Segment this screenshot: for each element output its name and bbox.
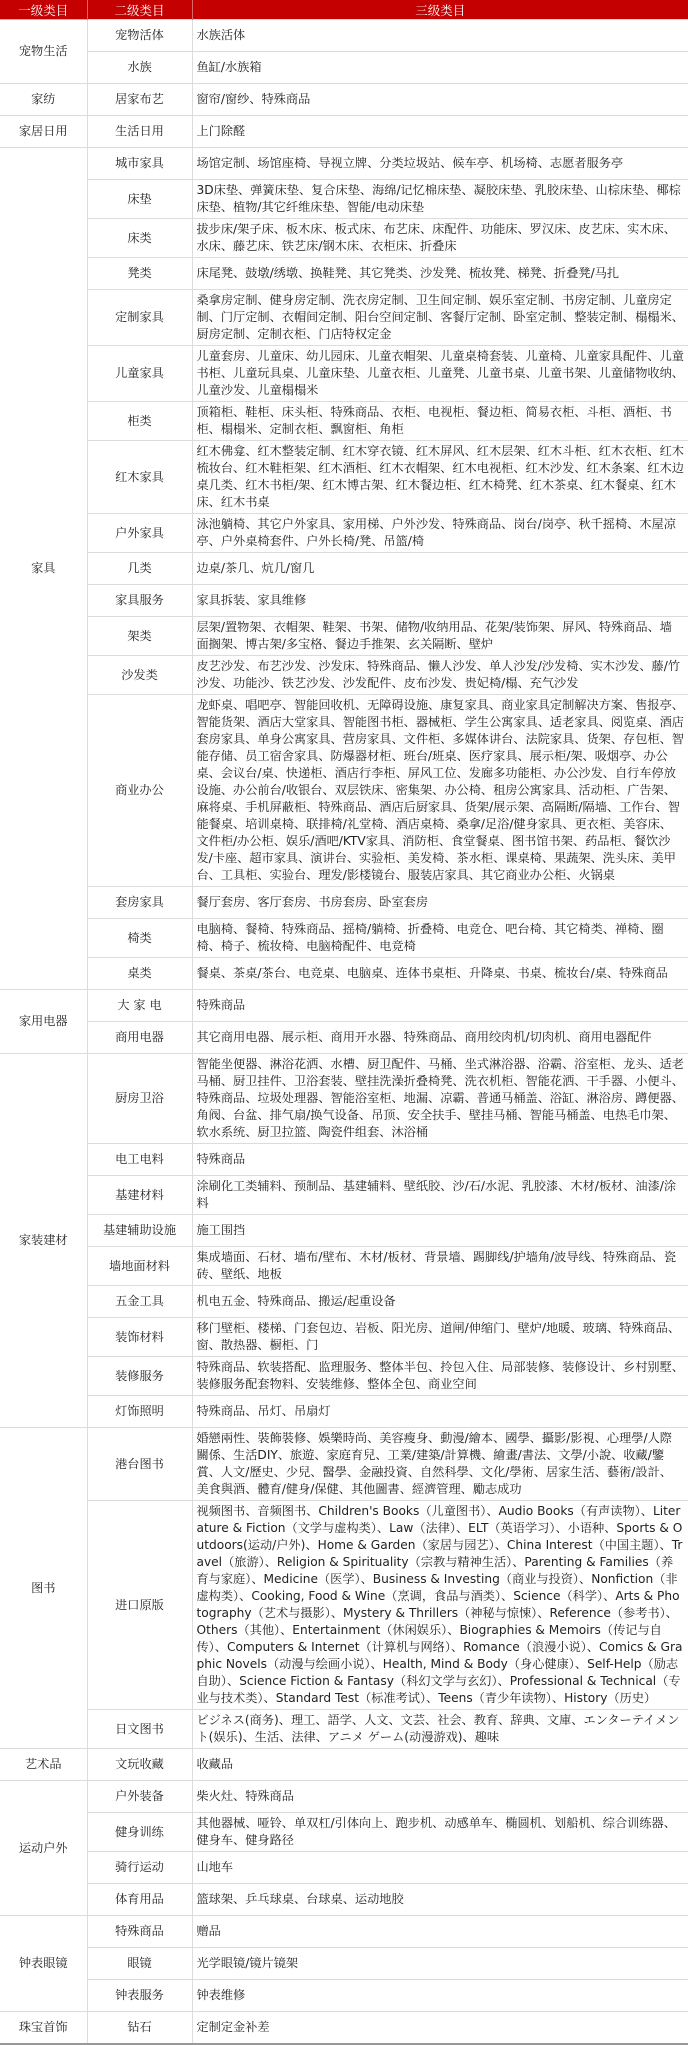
table-row — [0, 2012, 688, 2045]
level2-category: 文玩收藏 — [87, 1749, 192, 1781]
level3-categories: 边桌/茶几、炕几/窗几 — [192, 553, 688, 585]
table-body — [0, 20, 688, 2045]
level3-categories: 其它商用电器、展示柜、商用开水器、特殊商品、商用绞肉机/切肉机、商用电器配件 — [192, 1022, 688, 1054]
level1-category: 宠物生活 — [0, 20, 87, 84]
table-row — [0, 84, 688, 116]
level2-category: 钻石 — [87, 2012, 192, 2045]
level2-category: 居家布艺 — [87, 84, 192, 116]
level2-category: 桌类 — [87, 958, 192, 990]
level3-categories: 钟表维修 — [192, 1980, 688, 2012]
level3-categories: 床尾凳、鼓墩/绣墩、换鞋凳、其它凳类、沙发凳、梳妆凳、梯凳、折叠凳/马扎 — [192, 258, 688, 290]
level3-categories: 皮艺沙发、布艺沙发、沙发床、特殊商品、懒人沙发、单人沙发/沙发椅、实木沙发、藤/竹沙发、功能沙、铁艺沙发、沙发配件、皮布沙发、贵妃椅/榻、充气沙发 — [192, 656, 688, 695]
level3-categories: 家具拆装、家具维修 — [192, 585, 688, 617]
level2-category: 户外装备 — [87, 1781, 192, 1813]
level1-category: 钟表眼镜 — [0, 1916, 87, 2012]
level3-categories: 收藏品 — [192, 1749, 688, 1781]
table-row — [0, 290, 688, 346]
table-row — [0, 258, 688, 290]
table-row — [0, 1022, 688, 1054]
level3-categories: 特殊商品 — [192, 990, 688, 1022]
level2-category: 装修服务 — [87, 1357, 192, 1396]
level2-category: 架类 — [87, 617, 192, 656]
table-row — [0, 1852, 688, 1884]
level3-categories: 视频图书、音频图书、Children's Books（儿童图书）、Audio Books（有声读物）、Literature & Fiction（文学与虚构类）、Law（法律）、ELT（英语学习）、小语种、Sports & Outdoors(运动/户外)、Home & Garden（家居与园艺）、China Interest（中国主题）、Travel（旅游）、Religion & Spirituality（宗教与精神生活）、Parenting & Families（养育与家庭）、Medicine（医学）、Business & Investing（商业与投资）、Nonfiction（非虚构类）、Cooking, Food & Wine（烹调，食品与酒类）、Science（科学）、Arts & Photography（艺术与摄影）、Mystery & Thrillers（神秘与惊悚）、Reference（参考书）、Others（其他）、Entertainment（休闲娱乐）、Biographies & Memoirs（传记与自传）、Computers & Internet（计算机与网络）、Romance（浪漫小说）、Comics & Graphic Novels（动漫与绘画小说）、Health, Mind & Body（身心健康）、Self-Help（励志自助）、Science Fiction & Fantasy（科幻文学与玄幻）、Professional & Technical（专业与技术类）、Standard Test（标准考试）、Teens（青少年读物）、History（历史） — [192, 1501, 688, 1710]
table-row — [0, 1428, 688, 1501]
table-row — [0, 656, 688, 695]
level3-categories: ビジネス(商务)、理工、語学、人文、文芸、社会、教育、辞典、文庫、エンターテイメント(娱乐)、生活、法律、アニメ ゲーム(动漫游戏)、趣味 — [192, 1710, 688, 1749]
level3-categories: 其他器械、哑铃、单双杠/引体向上、跑步机、动感单车、椭圆机、划船机、综合训练器、健身车、健身路径 — [192, 1813, 688, 1852]
level1-category: 图书 — [0, 1428, 87, 1749]
level3-categories: 篮球架、乒乓球桌、台球桌、运动地胶 — [192, 1884, 688, 1916]
level3-categories: 儿童套房、儿童床、幼儿园床、儿童衣帽架、儿童桌椅套装、儿童椅、儿童家具配件、儿童书柜、儿童玩具桌、儿童床垫、儿童衣柜、儿童凳、儿童书桌、儿童书架、儿童储物收纳、儿童沙发、儿童榻榻米 — [192, 346, 688, 402]
level3-categories: 施工围挡 — [192, 1215, 688, 1247]
level2-category: 港台图书 — [87, 1428, 192, 1501]
level2-category: 灯饰照明 — [87, 1396, 192, 1428]
table-row — [0, 1286, 688, 1318]
level3-categories: 层架/置物架、衣帽架、鞋架、书架、储物/收纳用品、花架/装饰架、屏风、特殊商品、墙面搁架、博古架/多宝格、餐边手推架、玄关隔断、壁炉 — [192, 617, 688, 656]
level3-categories: 拔步床/架子床、板木床、板式床、布艺床、床配件、功能床、罗汉床、皮艺床、实木床、水床、藤艺床、铁艺床/钢木床、衣柜床、折叠床 — [192, 219, 688, 258]
table-row — [0, 617, 688, 656]
level2-category: 床类 — [87, 219, 192, 258]
table-row — [0, 1176, 688, 1215]
table-row — [0, 1948, 688, 1980]
level3-categories: 特殊商品、软装搭配、监理服务、整体半包、拎包入住、局部装修、装修设计、乡村别墅、装修服务配套物料、安装维修、整体全包、商业空间 — [192, 1357, 688, 1396]
table-row — [0, 1144, 688, 1176]
level1-category: 家居日用 — [0, 116, 87, 148]
level2-category: 眼镜 — [87, 1948, 192, 1980]
level2-category: 五金工具 — [87, 1286, 192, 1318]
table-row — [0, 585, 688, 617]
table-row — [0, 1247, 688, 1286]
table-row — [0, 1813, 688, 1852]
level2-category: 水族 — [87, 52, 192, 84]
table-row — [0, 1916, 688, 1948]
table-row — [0, 958, 688, 990]
level2-category: 儿童家具 — [87, 346, 192, 402]
level2-category: 定制家具 — [87, 290, 192, 346]
level3-categories: 泳池躺椅、其它户外家具、家用梯、户外沙发、特殊商品、岗台/岗亭、秋千摇椅、木屋凉亭、户外桌椅套件、户外长椅/凳、吊篮/椅 — [192, 514, 688, 553]
level3-categories: 桑拿房定制、健身房定制、洗衣房定制、卫生间定制、娱乐室定制、书房定制、儿童房定制、门厅定制、衣帽间定制、阳台空间定制、客餐厅定制、卧室定制、整装定制、榻榻米、厨房定制、定制衣柜、门店特权定金 — [192, 290, 688, 346]
table-row — [0, 219, 688, 258]
level1-category: 珠宝首饰 — [0, 2012, 87, 2045]
level2-category: 体育用品 — [87, 1884, 192, 1916]
table-row — [0, 441, 688, 514]
level3-categories: 定制定金补差 — [192, 2012, 688, 2045]
level3-categories: 特殊商品、吊灯、吊扇灯 — [192, 1396, 688, 1428]
table-row — [0, 116, 688, 148]
table-row — [0, 1215, 688, 1247]
level2-category: 户外家具 — [87, 514, 192, 553]
header-level2: 二级类目 — [87, 0, 192, 20]
level2-category: 基建材料 — [87, 1176, 192, 1215]
level3-categories: 餐桌、茶桌/茶台、电竞桌、电脑桌、连体书桌柜、升降桌、书桌、梳妆台/桌、特殊商品 — [192, 958, 688, 990]
level3-categories: 柴火灶、特殊商品 — [192, 1781, 688, 1813]
level2-category: 进口原版 — [87, 1501, 192, 1710]
level1-category: 艺术品 — [0, 1749, 87, 1781]
table-row — [0, 1501, 688, 1710]
level3-categories: 顶箱柜、鞋柜、床头柜、特殊商品、衣柜、电视柜、餐边柜、简易衣柜、斗柜、酒柜、书柜、榻榻米、定制衣柜、飘窗柜、角柜 — [192, 402, 688, 441]
level2-category: 床垫 — [87, 180, 192, 219]
level2-category: 柜类 — [87, 402, 192, 441]
level2-category: 宠物活体 — [87, 20, 192, 52]
table-row — [0, 919, 688, 958]
level2-category: 厨房卫浴 — [87, 1054, 192, 1144]
level2-category: 装饰材料 — [87, 1318, 192, 1357]
level2-category: 红木家具 — [87, 441, 192, 514]
table-row — [0, 1781, 688, 1813]
level3-categories: 机电五金、特殊商品、搬运/起重设备 — [192, 1286, 688, 1318]
level2-category: 椅类 — [87, 919, 192, 958]
level2-category: 日文图书 — [87, 1710, 192, 1749]
level2-category: 凳类 — [87, 258, 192, 290]
level1-category: 家纺 — [0, 84, 87, 116]
level2-category: 家具服务 — [87, 585, 192, 617]
table-row — [0, 990, 688, 1022]
level2-category: 沙发类 — [87, 656, 192, 695]
level3-categories: 水族活体 — [192, 20, 688, 52]
table-row — [0, 148, 688, 180]
level2-category: 墙地面材料 — [87, 1247, 192, 1286]
level2-category: 健身训练 — [87, 1813, 192, 1852]
level2-category: 几类 — [87, 553, 192, 585]
level3-categories: 赠品 — [192, 1916, 688, 1948]
level1-category: 运动户外 — [0, 1781, 87, 1916]
level2-category: 商用电器 — [87, 1022, 192, 1054]
level3-categories: 上门除醛 — [192, 116, 688, 148]
table-row — [0, 52, 688, 84]
table-row — [0, 695, 688, 887]
level1-category: 家装建材 — [0, 1054, 87, 1428]
table-row — [0, 1054, 688, 1144]
level3-categories: 电脑椅、餐椅、特殊商品、摇椅/躺椅、折叠椅、电竞仓、吧台椅、其它椅类、禅椅、圈椅、椅子、梳妆椅、电脑椅配件、电竞椅 — [192, 919, 688, 958]
level3-categories: 龙虾桌、唱吧亭、智能回收机、无障碍设施、康复家具、商业家具定制解决方案、售报亭、智能货架、酒店大堂家具、智能图书柜、器械柜、学生公寓家具、适老家具、阅览桌、酒店套房家具、单身公寓家具、营房家具、文件柜、多媒体讲台、法院家具、货架、存包柜、智能存储、员工宿舍家具、防爆器材柜、班台/班桌、医疗家具、展示柜/架、吸烟亭、办公桌、会议台/桌、快递柜、酒店行李柜、屏风工位、发廊多功能柜、办公沙发、自行车停放设施、办公前台/收银台、双层铁床、密集架、办公椅、租房公寓家具、活动柜、广告架、麻将桌、手机屏蔽柜、特殊商品、酒店后厨家具、货架/展示架、高隔断/隔墙、工作台、智能餐桌、培训桌椅、联排椅/礼堂椅、酒店桌椅、桑拿/足浴/健身家具、更衣柜、美容床、文件柜/办公柜、娱乐/酒吧/KTV家具、消防柜、食堂餐桌、图书馆书架、药品柜、餐饮沙发/卡座、超市家具、演讲台、实验柜、美发椅、茶水柜、课桌椅、果蔬架、洗头床、美甲台、工具柜、实验台、理发/影楼镜台、服装店家具、其它商业办公柜、火锅桌 — [192, 695, 688, 887]
level3-categories: 光学眼镜/镜片镜架 — [192, 1948, 688, 1980]
level3-categories: 餐厅套房、客厅套房、书房套房、卧室套房 — [192, 887, 688, 919]
table-row — [0, 887, 688, 919]
level1-category: 家用电器 — [0, 990, 87, 1054]
table-row — [0, 1749, 688, 1781]
level2-category: 生活日用 — [87, 116, 192, 148]
header-level1: 一级类目 — [0, 0, 87, 20]
level3-categories: 鱼缸/水族箱 — [192, 52, 688, 84]
table-row — [0, 1396, 688, 1428]
level2-category: 套房家具 — [87, 887, 192, 919]
table-header-row — [0, 0, 688, 20]
level3-categories: 婚戀兩性、裝飾裝修、娛樂時尚、美容瘦身、動漫/繪本、國學、攝影/影視、心理學/人際關係、生活DIY、旅遊、家庭育兒、工業/建築/計算機、繪畫/書法、文學/小說、收藏/鑒賞、人文/歷史、少兒、醫學、金融投資、自然科學、文化/學術、居家生活、藝術/設計、美食與酒、體育/健身/保健、其他圖書、經濟管理、勵志成功 — [192, 1428, 688, 1501]
level2-category: 特殊商品 — [87, 1916, 192, 1948]
level3-categories: 3D床垫、弹簧床垫、复合床垫、海绵/记忆棉床垫、凝胶床垫、乳胶床垫、山棕床垫、椰棕床垫、植物/其它纤维床垫、智能/电动床垫 — [192, 180, 688, 219]
table-row — [0, 346, 688, 402]
level2-category: 城市家具 — [87, 148, 192, 180]
level3-categories: 集成墙面、石材、墙布/壁布、木材/板材、背景墙、踢脚线/护墙角/波导线、特殊商品、瓷砖、壁纸、地板 — [192, 1247, 688, 1286]
level3-categories: 山地车 — [192, 1852, 688, 1884]
table-row — [0, 1357, 688, 1396]
level3-categories: 红木佛龛、红木整装定制、红木穿衣镜、红木屏风、红木层架、红木斗柜、红木衣柜、红木梳妆台、红木鞋柜架、红木酒柜、红木衣帽架、红木电视柜、红木沙发、红木条案、红木边桌几类、红木书柜/架、红木博古架、红木餐边柜、红木椅凳、红木茶桌、红木餐桌、红木床、红木书桌 — [192, 441, 688, 514]
table-row — [0, 1318, 688, 1357]
table-row — [0, 402, 688, 441]
table-row — [0, 20, 688, 52]
level3-categories: 特殊商品 — [192, 1144, 688, 1176]
table-row — [0, 514, 688, 553]
table-row — [0, 1884, 688, 1916]
header-level3: 三级类目 — [192, 0, 688, 20]
level2-category: 大 家 电 — [87, 990, 192, 1022]
table-row — [0, 1710, 688, 1749]
level2-category: 基建辅助设施 — [87, 1215, 192, 1247]
level3-categories: 移门壁柜、楼梯、门套包边、岩板、阳光房、道闸/伸缩门、壁炉/地暖、玻璃、特殊商品、窗、散热器、橱柜、门 — [192, 1318, 688, 1357]
table-row — [0, 1980, 688, 2012]
table-row — [0, 180, 688, 219]
level3-categories: 涂刷化工类辅料、预制品、基建辅料、壁纸胶、沙/石/水泥、乳胶漆、木材/板材、油漆/涂料 — [192, 1176, 688, 1215]
level1-category: 家具 — [0, 148, 87, 990]
level2-category: 电工电料 — [87, 1144, 192, 1176]
level2-category: 骑行运动 — [87, 1852, 192, 1884]
level3-categories: 场馆定制、场馆座椅、导视立牌、分类垃圾站、候车亭、机场椅、志愿者服务亭 — [192, 148, 688, 180]
level3-categories: 窗帘/窗纱、特殊商品 — [192, 84, 688, 116]
level3-categories: 智能坐便器、淋浴花洒、水槽、厨卫配件、马桶、坐式淋浴器、浴霸、浴室柜、龙头、适老马桶、厨卫挂件、卫浴套装、壁挂洗澡折叠椅凳、洗衣机柜、智能花洒、干手器、小便斗、特殊商品、垃圾处理器、智能浴室柜、地漏、凉霸、普通马桶盖、浴缸、淋浴房、蹲便器、角阀、台盆、排气扇/换气设备、吊顶、安全扶手、壁挂马桶、智能马桶盖、电热毛巾架、软水系统、厨卫拉篮、陶瓷件组套、沐浴桶 — [192, 1054, 688, 1144]
level2-category: 钟表服务 — [87, 1980, 192, 2012]
level2-category: 商业办公 — [87, 695, 192, 887]
table-row — [0, 553, 688, 585]
